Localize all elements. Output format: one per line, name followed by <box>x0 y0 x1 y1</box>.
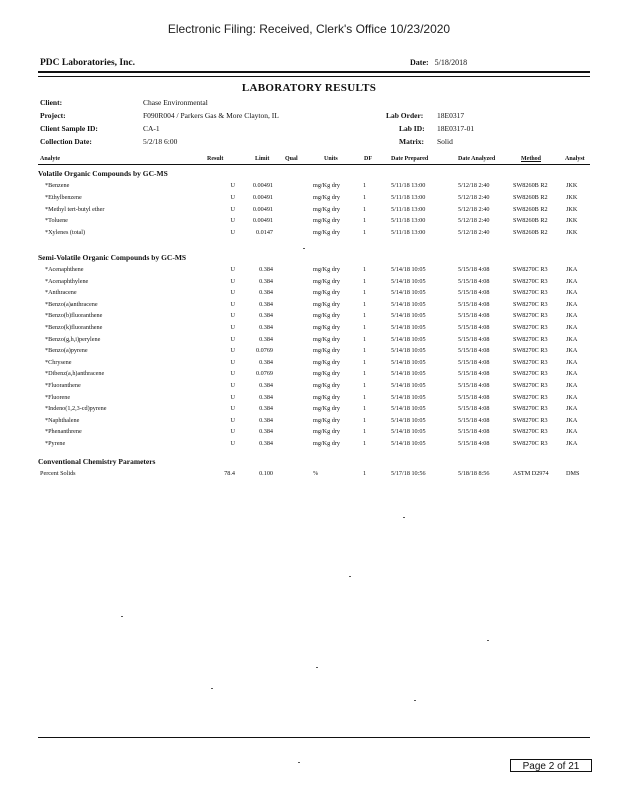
date-analyzed-cell: 5/15/18 4:08 <box>458 405 490 413</box>
lab-order-value: 18E0317 <box>437 111 465 120</box>
scan-speck <box>349 576 351 577</box>
limit-cell: 0.384 <box>259 266 273 273</box>
df-cell: 1 <box>363 416 367 424</box>
units-cell: mg/Kg dry <box>313 277 340 285</box>
df-cell: 1 <box>363 428 367 436</box>
header-rule-thick <box>38 71 590 73</box>
date-prepared-cell: 5/17/18 10:56 <box>391 470 426 477</box>
analyst-cell: JKK <box>566 217 578 225</box>
units-cell: mg/Kg dry <box>313 193 340 201</box>
date-analyzed-cell: 5/15/18 4:08 <box>458 370 490 378</box>
method-cell: SW8270C R3 <box>513 300 548 308</box>
units-cell: mg/Kg dry <box>313 312 340 320</box>
df-cell: 1 <box>363 229 367 237</box>
df-cell: 1 <box>363 182 367 189</box>
method-cell: SW8270C R3 <box>513 428 548 436</box>
header-rule-thin <box>38 76 590 77</box>
analyte-cell: *Toluene <box>45 217 68 225</box>
date-prepared-cell: 5/14/18 10:05 <box>391 324 426 331</box>
scan-speck <box>121 616 123 617</box>
method-cell: SW8270C R3 <box>513 440 548 447</box>
limit-cell: 0.0769 <box>255 347 273 355</box>
result-cell: U <box>230 405 235 413</box>
result-cell: U <box>230 324 235 331</box>
df-cell: 1 <box>363 440 367 447</box>
scan-speck <box>316 667 318 668</box>
matrix-label: Matrix: <box>399 137 424 146</box>
method-cell: SW8270C R3 <box>513 347 548 355</box>
date-prepared-cell: 5/14/18 10:05 <box>391 405 426 413</box>
df-cell: 1 <box>363 405 367 413</box>
analyte-cell: *Benzo(k)fluoranthene <box>45 324 103 331</box>
units-cell: mg/Kg dry <box>313 393 340 401</box>
date-label: Date: <box>410 58 429 67</box>
col-result: Result <box>207 156 224 162</box>
units-cell: mg/Kg dry <box>313 440 340 447</box>
date-prepared-cell: 5/14/18 10:05 <box>391 428 426 436</box>
limit-cell: 0.384 <box>259 324 273 331</box>
lab-id-label: Lab ID: <box>399 124 425 133</box>
date-prepared-cell: 5/11/18 13:00 <box>391 229 426 237</box>
date-analyzed-cell: 5/15/18 4:08 <box>458 358 490 366</box>
analyte-cell: *Pyrene <box>45 440 66 447</box>
analyte-cell: *Acenaphthylene <box>45 277 89 285</box>
section-title: Conventional Chemistry Parameters <box>38 457 156 466</box>
method-cell: SW8260B R2 <box>513 182 548 189</box>
date-prepared-cell: 5/11/18 13:00 <box>391 193 426 201</box>
method-cell: SW8270C R3 <box>513 312 548 320</box>
result-cell: U <box>230 370 235 378</box>
limit-cell: 0.384 <box>259 428 273 436</box>
date-analyzed-cell: 5/15/18 4:08 <box>458 416 490 424</box>
date-analyzed-cell: 5/12/18 2:40 <box>458 217 490 225</box>
col-df: DF <box>364 156 372 162</box>
analyte-cell: *Indeno(1,2,3-cd)pyrene <box>45 405 107 413</box>
limit-cell: 0.00491 <box>252 205 273 213</box>
df-cell: 1 <box>363 370 367 378</box>
df-cell: 1 <box>363 193 367 201</box>
analyte-cell: *Benzo(g,h,i)perylene <box>45 335 101 343</box>
method-cell: SW8260B R2 <box>513 193 548 201</box>
analyst-cell: JKA <box>566 324 578 331</box>
units-cell: mg/Kg dry <box>313 289 340 297</box>
analyte-cell: *Phenanthrene <box>45 428 82 436</box>
result-cell: U <box>230 382 235 389</box>
df-cell: 1 <box>363 205 367 213</box>
analyst-cell: JKA <box>566 289 578 297</box>
limit-cell: 0.384 <box>259 277 273 285</box>
client-value: Chase Environmental <box>143 98 208 107</box>
method-cell: SW8270C R3 <box>513 393 548 401</box>
analyst-cell: JKA <box>566 347 578 355</box>
section-title: Semi-Volatile Organic Compounds by GC-MS <box>38 253 187 262</box>
column-header-rule <box>38 164 590 165</box>
units-cell: mg/Kg dry <box>313 229 340 237</box>
date-prepared-cell: 5/14/18 10:05 <box>391 370 426 378</box>
limit-cell: 0.0147 <box>255 229 273 237</box>
result-cell: U <box>230 312 235 320</box>
units-cell: mg/Kg dry <box>313 416 340 424</box>
analyst-cell: JKA <box>566 370 578 378</box>
analyte-cell: *Benzene <box>45 182 70 189</box>
df-cell: 1 <box>363 266 367 273</box>
units-cell: % <box>313 470 319 477</box>
units-cell: mg/Kg dry <box>313 300 340 308</box>
date-value: 5/18/2018 <box>434 58 468 67</box>
report-date <box>410 58 467 67</box>
result-cell: U <box>230 229 235 237</box>
date-analyzed-cell: 5/12/18 2:40 <box>458 205 490 213</box>
units-cell: mg/Kg dry <box>313 324 340 331</box>
method-cell: ASTM D2974 <box>513 470 549 477</box>
analyte-cell: *Naphthalene <box>45 416 80 424</box>
date-analyzed-cell: 5/15/18 4:08 <box>458 289 490 297</box>
result-cell: U <box>230 300 235 308</box>
scan-speck <box>414 700 416 701</box>
method-cell: SW8270C R3 <box>513 266 548 273</box>
limit-cell: 0.00491 <box>252 217 273 225</box>
project-label: Project: <box>40 111 66 120</box>
col-analyst: Analyst <box>565 156 585 162</box>
result-cell: U <box>230 416 235 424</box>
result-cell: U <box>230 358 235 366</box>
date-prepared-cell: 5/14/18 10:05 <box>391 393 426 401</box>
analyst-cell: JKA <box>566 393 578 401</box>
analyte-cell: *Anthracene <box>45 289 77 297</box>
result-cell: U <box>230 277 235 285</box>
date-analyzed-cell: 5/12/18 2:40 <box>458 193 490 201</box>
limit-cell: 0.384 <box>259 405 273 413</box>
analyte-cell: *Acenaphthene <box>45 266 84 273</box>
date-analyzed-cell: 5/15/18 4:08 <box>458 324 490 331</box>
date-analyzed-cell: 5/15/18 4:08 <box>458 300 490 308</box>
result-cell: U <box>230 347 235 355</box>
date-prepared-cell: 5/11/18 13:00 <box>391 205 426 213</box>
method-cell: SW8270C R3 <box>513 324 548 331</box>
col-units: Units <box>324 156 338 162</box>
analyte-cell: *Chrysene <box>45 358 72 366</box>
df-cell: 1 <box>363 382 367 389</box>
result-cell: U <box>230 335 235 343</box>
method-cell: SW8270C R3 <box>513 405 548 413</box>
analyst-cell: JKA <box>566 312 578 320</box>
date-analyzed-cell: 5/15/18 4:08 <box>458 347 490 355</box>
df-cell: 1 <box>363 289 367 297</box>
limit-cell: 0.384 <box>259 440 273 447</box>
df-cell: 1 <box>363 277 367 285</box>
date-prepared-cell: 5/14/18 10:05 <box>391 289 426 297</box>
analyst-cell: JKA <box>566 277 578 285</box>
lab-order-label: Lab Order: <box>386 111 424 120</box>
analyte-cell: *Fluorene <box>45 393 71 401</box>
date-analyzed-cell: 5/15/18 4:08 <box>458 428 490 436</box>
date-prepared-cell: 5/11/18 13:00 <box>391 217 426 225</box>
project-value: F090R004 / Parkers Gas & More Clayton, IL <box>143 111 279 120</box>
analyst-cell: DMS <box>566 470 580 477</box>
scan-speck <box>298 762 300 763</box>
limit-cell: 0.100 <box>259 470 273 477</box>
units-cell: mg/Kg dry <box>313 370 340 378</box>
col-analyte: Analyte <box>40 156 60 162</box>
result-cell: 78.4 <box>224 470 235 477</box>
analyte-cell: *Methyl tert-butyl ether <box>45 205 105 213</box>
report-title: LABORATORY RESULTS <box>241 82 377 94</box>
units-cell: mg/Kg dry <box>313 405 340 413</box>
filing-banner: Electronic Filing: Received, Clerk's Office 10/23/2020 <box>167 22 451 36</box>
result-cell: U <box>230 217 235 225</box>
analyst-cell: JKA <box>566 405 578 413</box>
result-cell: U <box>230 193 235 201</box>
units-cell: mg/Kg dry <box>313 382 340 389</box>
limit-cell: 0.384 <box>259 289 273 297</box>
date-analyzed-cell: 5/15/18 4:08 <box>458 266 490 273</box>
sample-id-value: CA-1 <box>143 124 160 133</box>
scan-speck <box>403 517 405 518</box>
limit-cell: 0.384 <box>259 393 273 401</box>
df-cell: 1 <box>363 358 367 366</box>
df-cell: 1 <box>363 312 367 320</box>
date-prepared-cell: 5/14/18 10:05 <box>391 266 426 273</box>
df-cell: 1 <box>363 300 367 308</box>
analyst-cell: JKA <box>566 335 578 343</box>
analyte-cell: *Benzo(a)pyrene <box>45 347 88 355</box>
collection-date-label: Collection Date: <box>40 137 92 146</box>
limit-cell: 0.384 <box>259 300 273 308</box>
col-date-prepared: Date Prepared <box>391 156 429 162</box>
date-prepared-cell: 5/14/18 10:05 <box>391 440 426 447</box>
analyst-cell: JKA <box>566 416 578 424</box>
analyst-cell: JKK <box>566 193 578 201</box>
analyst-cell: JKA <box>566 358 578 366</box>
date-prepared-cell: 5/14/18 10:05 <box>391 300 426 308</box>
df-cell: 1 <box>363 470 367 477</box>
df-cell: 1 <box>363 335 367 343</box>
col-date-analyzed: Date Analyzed <box>458 156 496 162</box>
df-cell: 1 <box>363 217 367 225</box>
collection-date-value: 5/2/18 6:00 <box>143 137 178 146</box>
date-analyzed-cell: 5/15/18 4:08 <box>458 382 490 389</box>
analyte-cell: *Xylenes (total) <box>45 229 86 237</box>
units-cell: mg/Kg dry <box>313 217 340 225</box>
method-cell: SW8270C R3 <box>513 382 548 389</box>
analyte-cell: *Dibenz(a,h)anthracene <box>45 370 105 378</box>
units-cell: mg/Kg dry <box>313 205 340 213</box>
df-cell: 1 <box>363 347 367 355</box>
lab-name: PDC Laboratories, Inc. <box>40 58 135 68</box>
analyst-cell: JKA <box>566 428 578 436</box>
result-cell: U <box>230 205 235 213</box>
client-label: Client: <box>40 98 63 107</box>
analyst-cell: JKK <box>566 182 578 189</box>
date-prepared-cell: 5/14/18 10:05 <box>391 335 426 343</box>
units-cell: mg/Kg dry <box>313 358 340 366</box>
analyst-cell: JKA <box>566 440 578 447</box>
analyte-cell: *Fluoranthene <box>45 382 81 389</box>
units-cell: mg/Kg dry <box>313 428 340 436</box>
col-method: Method <box>521 156 541 162</box>
limit-cell: 0.384 <box>259 312 273 320</box>
df-cell: 1 <box>363 324 367 331</box>
section-title: Volatile Organic Compounds by GC-MS <box>38 169 168 178</box>
result-cell: U <box>230 266 235 273</box>
analyst-cell: JKA <box>566 382 578 389</box>
date-analyzed-cell: 5/15/18 4:08 <box>458 312 490 320</box>
date-analyzed-cell: 5/15/18 4:08 <box>458 440 490 447</box>
date-analyzed-cell: 5/12/18 2:40 <box>458 229 490 237</box>
date-prepared-cell: 5/14/18 10:05 <box>391 312 426 320</box>
date-analyzed-cell: 5/15/18 4:08 <box>458 277 490 285</box>
limit-cell: 0.384 <box>259 335 273 343</box>
limit-cell: 0.384 <box>259 416 273 424</box>
date-prepared-cell: 5/14/18 10:05 <box>391 382 426 389</box>
scan-speck <box>487 640 489 641</box>
analyte-cell: *Benzo(b)fluoranthene <box>45 312 103 320</box>
analyte-cell: *Ethylbenzene <box>45 193 82 201</box>
method-cell: SW8260B R2 <box>513 205 548 213</box>
scan-speck <box>211 688 213 689</box>
date-prepared-cell: 5/14/18 10:05 <box>391 358 426 366</box>
analyte-cell: *Benzo(a)anthracene <box>45 300 98 308</box>
analyst-cell: JKA <box>566 300 578 308</box>
result-cell: U <box>230 182 235 189</box>
scan-speck <box>303 248 305 249</box>
date-analyzed-cell: 5/15/18 4:08 <box>458 335 490 343</box>
result-cell: U <box>230 289 235 297</box>
date-analyzed-cell: 5/12/18 2:40 <box>458 182 490 189</box>
method-cell: SW8260B R2 <box>513 217 548 225</box>
analyst-cell: JKK <box>566 205 578 213</box>
units-cell: mg/Kg dry <box>313 266 340 273</box>
analyst-cell: JKA <box>566 266 578 273</box>
result-cell: U <box>230 428 235 436</box>
date-prepared-cell: 5/14/18 10:05 <box>391 277 426 285</box>
method-cell: SW8270C R3 <box>513 416 548 424</box>
col-qual: Qual <box>285 156 298 162</box>
units-cell: mg/Kg dry <box>313 347 340 355</box>
limit-cell: 0.0769 <box>255 370 273 378</box>
method-cell: SW8270C R3 <box>513 289 548 297</box>
method-cell: SW8270C R3 <box>513 277 548 285</box>
units-cell: mg/Kg dry <box>313 182 340 189</box>
sample-id-label: Client Sample ID: <box>40 124 98 133</box>
units-cell: mg/Kg dry <box>313 335 340 343</box>
lab-id-value: 18E0317-01 <box>437 124 475 133</box>
limit-cell: 0.384 <box>259 382 273 389</box>
limit-cell: 0.384 <box>259 358 273 366</box>
page-number: Page 2 of 21 <box>510 759 592 772</box>
matrix-value: Solid <box>437 137 453 146</box>
method-cell: SW8270C R3 <box>513 335 548 343</box>
result-cell: U <box>230 393 235 401</box>
method-cell: SW8270C R3 <box>513 358 548 366</box>
df-cell: 1 <box>363 393 367 401</box>
date-analyzed-cell: 5/15/18 4:08 <box>458 393 490 401</box>
method-cell: SW8270C R3 <box>513 370 548 378</box>
analyte-cell: Percent Solids <box>40 470 76 477</box>
date-prepared-cell: 5/14/18 10:05 <box>391 416 426 424</box>
date-analyzed-cell: 5/18/18 8:56 <box>458 470 490 477</box>
analyst-cell: JKK <box>566 229 578 237</box>
date-prepared-cell: 5/11/18 13:00 <box>391 182 426 189</box>
result-cell: U <box>230 440 235 447</box>
col-limit: Limit <box>255 156 270 162</box>
footer-rule <box>38 737 590 738</box>
method-cell: SW8260B R2 <box>513 229 548 237</box>
limit-cell: 0.00491 <box>252 182 273 189</box>
date-prepared-cell: 5/14/18 10:05 <box>391 347 426 355</box>
limit-cell: 0.00491 <box>252 193 273 201</box>
